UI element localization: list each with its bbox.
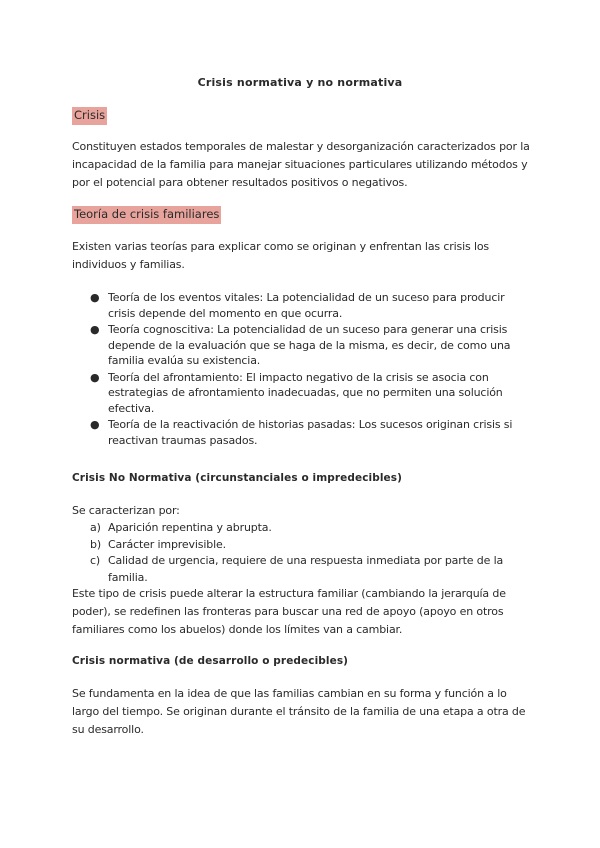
document-title: Crisis normativa y no normativa — [197, 76, 403, 89]
list-item — [72, 553, 532, 586]
list-item-text: Calidad de urgencia, requiere de una respuesta inmediata por parte de la familia. — [108, 554, 504, 584]
bullet-icon: ● — [90, 323, 100, 336]
paragraph-no-normativa-intro: Se caracterizan por: — [72, 504, 180, 517]
list-item — [72, 417, 532, 448]
list-item — [72, 290, 532, 321]
heading-crisis: Crisis — [72, 107, 107, 125]
heading-teoria-crisis-familiares: Teoría de crisis familiares — [72, 206, 221, 224]
bullet-icon: ● — [90, 291, 100, 304]
bullet-icon: ● — [90, 370, 100, 384]
list-item — [72, 370, 532, 417]
list-item-text: Teoría de la reactivación de historias pasadas: Los sucesos originan crisis si reactivan traumas pasados. — [108, 418, 513, 447]
heading-crisis-no-normativa: Crisis No Normativa (circunstanciales o impredecibles) — [72, 472, 403, 484]
paragraph-crisis-definition: Constituyen estados temporales de malestar y desorganización caracterizados por la incapacidad de la familia para manejar situaciones particulares utilizando métodos y por el potencial para obtener resultados positivos o negativos. — [72, 140, 530, 189]
list-item-text: Carácter imprevisible. — [108, 537, 226, 551]
list-marker: a) — [90, 521, 101, 534]
list-item-text: Teoría del afrontamiento: El impacto negativo de la crisis se asocia con estrategias de afrontamiento inadecuadas, que no permiten una solución efectiva. — [108, 370, 503, 415]
list-item — [72, 322, 532, 369]
list-marker: c) — [90, 554, 101, 567]
list-item — [72, 537, 532, 554]
heading-crisis-normativa: Crisis normativa (de desarrollo o predecibles) — [72, 655, 349, 667]
paragraph-crisis-normativa: Se fundamenta en la idea de que las familias cambian en su forma y función a lo largo del tiempo. Se originan durante el tránsito de la familia de una etapa a otra de su desarrollo. — [72, 687, 526, 736]
list-item-text: Aparición repentina y abrupta. — [108, 521, 272, 534]
list-item-text: Teoría cognoscitiva: La potencialidad de un suceso para generar una crisis depende de la evaluación que se haga de la misma, es decir, de como una familia evalúa su existencia. — [108, 323, 511, 367]
teorias-bullet-list — [72, 290, 532, 449]
paragraph-no-normativa-closing: Este tipo de crisis puede alterar la estructura familiar (cambiando la jerarquía de poder), se redefinen las fronteras para buscar una red de apoyo (apoyo en otros familiares como los abuelos) donde los límites van a cambiar. — [72, 587, 506, 636]
list-item — [72, 520, 532, 537]
list-item-text: Teoría de los eventos vitales: La potencialidad de un suceso para producir crisis depende del momento en que ocurra. — [108, 291, 505, 320]
no-normativa-ordered-list — [72, 520, 532, 586]
list-marker: b) — [90, 537, 101, 551]
bullet-icon: ● — [90, 418, 100, 431]
paragraph-teorias-intro: Existen varias teorías para explicar como se originan y enfrentan las crisis los individuos y familias. — [72, 240, 490, 271]
